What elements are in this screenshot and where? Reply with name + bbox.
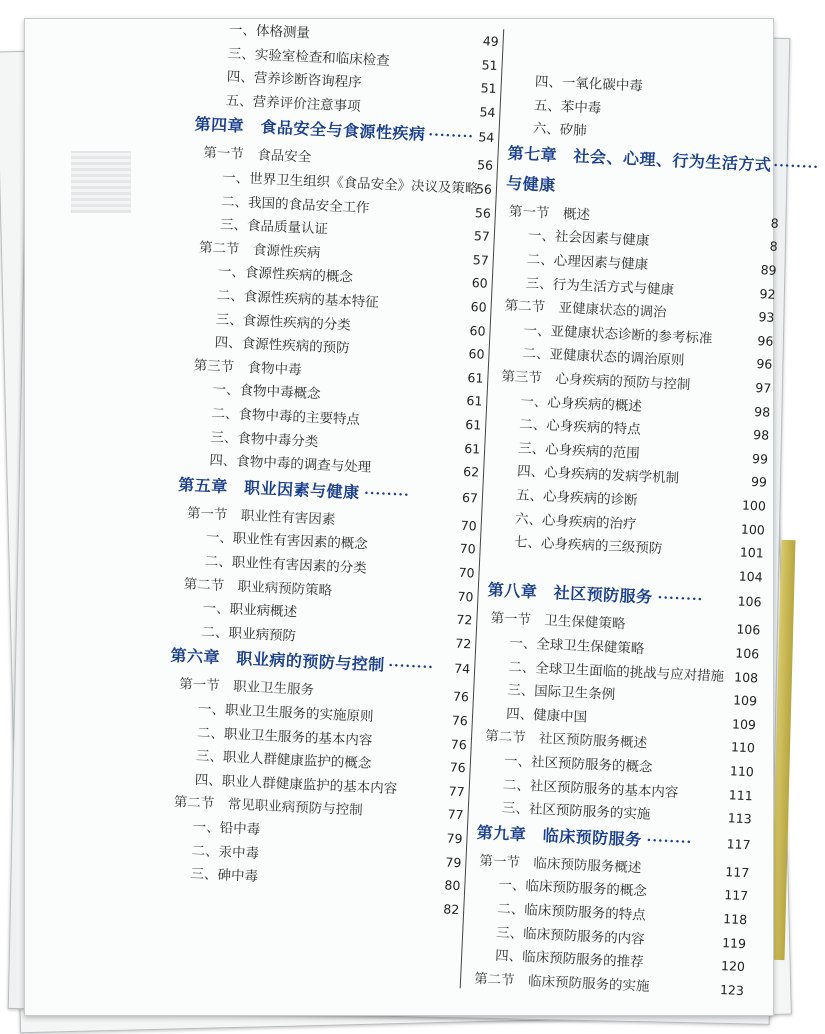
toc-page-number: 99	[751, 450, 769, 467]
toc-entry-title: 一、职业性有害因素的概念	[205, 529, 369, 553]
toc-entry-title: 二、亚健康状态的调治原则	[522, 345, 685, 370]
toc-entry-title: 五、心身疾病的诊断	[515, 487, 638, 509]
toc-page-number: 57	[472, 251, 490, 268]
toc-left-column	[100, 5, 500, 917]
toc-entry-title: 四、营养诊断咨询程序	[226, 68, 363, 92]
toc-entry-title: 三、食源性疾病的分类	[215, 311, 352, 334]
toc-page	[24, 18, 820, 1016]
toc-entry-title: 一、职业病概述	[202, 600, 298, 621]
toc-entry-title: 第三节 心身疾病的预防与控制	[501, 368, 691, 394]
toc-page-number: 62	[462, 464, 480, 480]
toc-entry-title: 四、心身疾病的发病学机制	[516, 463, 680, 488]
toc-entry-title: 二、职业卫生服务的基本内容	[196, 724, 373, 749]
toc-page-number: 77	[447, 806, 464, 823]
leader-dots: ········	[657, 590, 704, 609]
toc-page-number: 56	[476, 157, 494, 174]
toc-entry-title: 二、食源性疾病的基本特征	[216, 287, 380, 311]
toc-entry-title: 二、心身疾病的特点	[518, 416, 642, 439]
toc-entry-title: 一、体格测量	[228, 21, 311, 42]
toc-page-number: 123	[719, 981, 745, 998]
toc-page-number: 70	[457, 588, 474, 605]
toc-page-number: 74	[453, 661, 471, 677]
toc-entry-title: 一、社区预防服务的概念	[503, 753, 653, 776]
toc-page-number: 70	[458, 564, 475, 581]
toc-entry-title: 一、全球卫生保健策略	[509, 635, 645, 658]
toc-entry-title: 一、亚健康状态诊断的参考标准	[523, 322, 713, 347]
toc-entry-title: 一、心身疾病的概述	[520, 392, 643, 415]
toc-entry-title: 二、心理因素与健康	[526, 251, 649, 274]
toc-entry-title: 第八章 社区预防服务	[487, 580, 654, 607]
toc-page-number: 76	[451, 712, 469, 729]
toc-entry-title: 二、食物中毒的主要特点	[211, 405, 361, 429]
toc-entry-title: 第七章 社会、心理、行为生活方式	[507, 143, 772, 175]
toc-page-number: 117	[723, 887, 749, 904]
toc-page-number: 80	[444, 877, 461, 894]
toc-entry-title: 一、铅中毒	[192, 818, 261, 839]
toc-page-number: 117	[726, 836, 751, 853]
toc-page-number: 51	[480, 80, 497, 97]
toc-entry-title: 第一节 食品安全	[202, 145, 312, 167]
toc-page-number: 51	[481, 56, 498, 73]
toc-entry-title: 四、健康中国	[505, 705, 588, 726]
toc-entry-title: 二、临床预防服务的特点	[496, 900, 647, 924]
toc-page-number: 106	[734, 645, 760, 662]
toc-page-number: 111	[728, 786, 754, 803]
toc-page-number: 99	[750, 474, 768, 491]
toc-page-number: 61	[465, 416, 482, 433]
toc-page-number: 118	[722, 911, 748, 928]
leader-dots: ········	[363, 485, 410, 504]
toc-page-number: 98	[753, 403, 771, 420]
toc-entry-title: 一、临床预防服务的概念	[498, 877, 648, 901]
toc-page-number: 113	[727, 810, 753, 827]
toc-page-number: 110	[730, 739, 756, 756]
toc-entry-title: 一、职业卫生服务的实施原则	[197, 701, 374, 726]
toc-page-number: 77	[448, 783, 465, 800]
toc-page-number: 101	[739, 544, 765, 561]
toc-page-number: 106	[737, 593, 762, 610]
leader-dots: ········	[387, 658, 435, 677]
toc-entry-title: 三、食物中毒分类	[210, 428, 319, 450]
toc-entry-title: 一、食物中毒概念	[212, 381, 321, 403]
toc-entry-title: 二、全球卫生面临的挑战与应对措施	[507, 658, 725, 685]
toc-entry-title: 第一节 临床预防服务概述	[479, 852, 642, 877]
toc-entry-title: 三、职业人群健康监护的概念	[195, 748, 372, 773]
toc-page-number: 56	[474, 204, 492, 221]
toc-page-number: 8	[769, 238, 778, 255]
toc-page-number: 76	[452, 689, 470, 705]
toc-page-number: 60	[470, 299, 487, 315]
toc-entry-title: 一、食源性疾病的概念	[217, 263, 354, 287]
toc-page-number: 61	[463, 440, 481, 457]
toc-page-number: 96	[756, 356, 773, 373]
toc-entry-title: 第二节 亚健康状态的调治	[504, 297, 667, 322]
toc-entry-title: 一、世界卫生组织《食品安全》决议及策略	[221, 169, 479, 198]
toc-entry-title: 一、社会因素与健康	[527, 227, 650, 250]
toc-entry-title: 二、社区预防服务的基本内容	[502, 776, 679, 801]
toc-entry-title: 第二节 食源性疾病	[198, 239, 321, 261]
toc-page-number: 117	[725, 863, 750, 881]
toc-page-number: 96	[757, 332, 774, 349]
toc-page-number: 79	[446, 830, 463, 847]
toc-entry-title: 第一节 职业性有害因素	[186, 505, 336, 528]
toc-page-number: 57	[473, 228, 491, 245]
toc-page-number: 54	[478, 129, 495, 146]
toc-page-number: 104	[738, 568, 763, 585]
toc-page-number: 70	[459, 541, 476, 557]
toc-entry-title: 与健康	[505, 173, 557, 195]
toc-entry-title: 第一节 概述	[508, 203, 591, 224]
toc-page-number: 49	[482, 33, 500, 50]
toc-entry-title: 五、营养评价注意事项	[225, 92, 361, 115]
toc-page-number: 82	[443, 901, 460, 917]
toc-entry-title: 四、一氧化碳中毒	[534, 73, 644, 95]
toc-entry-title: 四、食源性疾病的预防	[214, 334, 350, 357]
toc-page-number: 72	[456, 611, 473, 628]
toc-entry-title: 第一节 卫生保健策略	[490, 610, 626, 633]
toc-entry-title: 第六章 职业病的预防与控制	[170, 646, 386, 675]
leader-dots: ········	[772, 157, 820, 176]
toc-page-number: 60	[469, 322, 486, 339]
toc-page-number: 110	[729, 763, 755, 780]
toc-entry-title: 二、汞中毒	[191, 842, 260, 862]
toc-page-number: 76	[450, 736, 468, 752]
toc-page-number: 54	[479, 104, 496, 120]
toc-entry-title: 四、职业人群健康监护的基本内容	[194, 771, 398, 797]
toc-page-number: 98	[752, 427, 770, 443]
toc-entry-title: 三、临床预防服务的内容	[495, 924, 645, 948]
toc-entry-title: 三、砷中毒	[190, 866, 259, 886]
toc-page-number: 56	[475, 181, 493, 197]
toc-entry-title: 第九章 临床预防服务	[476, 822, 643, 850]
toc-page-number: 100	[741, 497, 767, 514]
toc-page-number: 97	[754, 380, 772, 396]
toc-page-number: 72	[455, 635, 472, 652]
toc-page-number: 120	[720, 958, 746, 975]
toc-entry-title: 第二节 职业病预防策略	[183, 575, 333, 599]
toc-page-number: 8	[770, 215, 780, 231]
toc-entry-title: 第三节 食物中毒	[193, 357, 302, 379]
toc-entry-title: 第一节 职业卫生服务	[178, 676, 315, 699]
toc-entry-title: 四、临床预防服务的推荐	[494, 948, 644, 971]
toc-entry-title: 二、我国的食品安全工作	[220, 193, 370, 216]
toc-entry-title: 三、社区预防服务的实施	[501, 800, 651, 823]
toc-entry-title: 三、国际卫生条例	[506, 682, 616, 704]
toc-entry-title: 第四章 食品安全与食源性疾病	[194, 114, 426, 145]
toc-entry-title: 四、食物中毒的调查与处理	[209, 452, 372, 476]
toc-entry-title: 第二节 社区预防服务概述	[484, 728, 648, 752]
toc-entry-title: 七、心身疾病的三级预防	[513, 534, 663, 558]
toc-page-number: 60	[468, 346, 485, 362]
toc-entry-title: 二、职业病预防	[201, 623, 297, 645]
toc-page-number: 89	[760, 262, 777, 278]
toc-page-number: 108	[733, 668, 759, 686]
toc-page-number: 109	[732, 692, 758, 709]
toc-page-number: 79	[445, 854, 462, 870]
toc-entry-title: 六、矽肺	[532, 120, 588, 140]
table-of-contents	[3, 3, 820, 1032]
toc-page-number: 119	[721, 934, 747, 951]
leader-dots: ········	[427, 127, 475, 146]
toc-page-number: 100	[740, 521, 766, 538]
toc-page-number: 61	[466, 393, 483, 410]
toc-entry-title: 六、心身疾病的治疗	[514, 510, 637, 533]
toc-page-number: 60	[471, 275, 489, 292]
toc-entry-title: 三、心身疾病的范围	[517, 440, 640, 462]
toc-page-number: 93	[758, 309, 775, 326]
toc-page-number: 67	[461, 489, 479, 506]
toc-page-number: 61	[467, 369, 484, 386]
toc-entry-title: 二、职业性有害因素的分类	[204, 553, 367, 577]
toc-entry-title: 三、实验室检查和临床检查	[227, 45, 391, 69]
toc-entry-title: 第二节 常见职业病预防与控制	[173, 794, 363, 820]
toc-entry-title: 五、苯中毒	[533, 97, 602, 117]
toc-entry-title: 三、食品质量认证	[219, 216, 329, 238]
toc-entry-title: 第二节 临床预防服务的实施	[473, 970, 650, 995]
toc-page-number: 70	[460, 517, 478, 534]
toc-page-number: 76	[449, 759, 467, 776]
toc-page-number: 109	[731, 716, 757, 733]
toc-page-number: 92	[759, 285, 776, 302]
toc-page-number: 106	[736, 621, 761, 638]
toc-entry-title: 三、行为生活方式与健康	[525, 275, 675, 298]
toc-entry-title: 第五章 职业因素与健康	[177, 474, 361, 502]
leader-dots: ········	[646, 832, 693, 851]
